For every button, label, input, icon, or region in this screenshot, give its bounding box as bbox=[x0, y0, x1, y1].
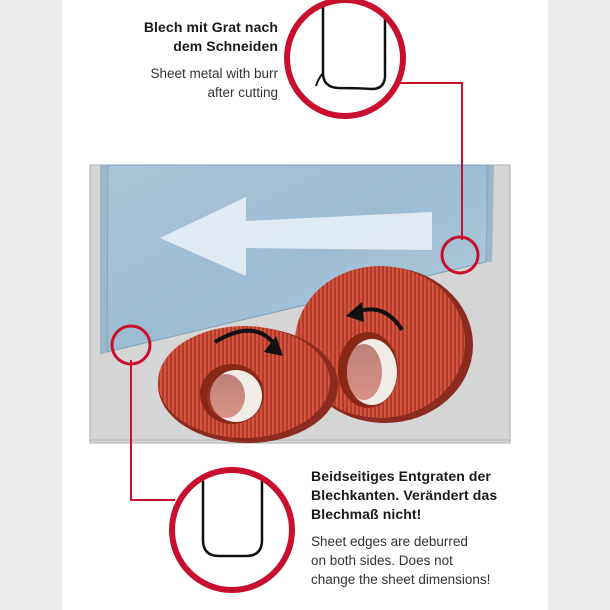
top-callout-text bbox=[96, 18, 278, 102]
bottom-text-line-1: Sheet edges are deburred bbox=[311, 534, 468, 549]
bottom-callout-text-en bbox=[311, 532, 551, 589]
bottom-title-line-3: Blechmaß nicht! bbox=[311, 506, 422, 522]
bottom-text-line-3: change the sheet dimensions! bbox=[311, 572, 491, 587]
top-text-line-1: Sheet metal with burr bbox=[150, 66, 278, 81]
top-title-line-1: Blech mit Grat nach bbox=[143, 19, 278, 35]
bottom-callout-text bbox=[311, 467, 551, 589]
top-callout-title-de bbox=[96, 18, 278, 56]
bottom-text-line-2: on both sides. Does not bbox=[311, 553, 453, 568]
bottom-title-line-1: Beidseitiges Entgraten der bbox=[311, 468, 491, 484]
magnifier-burr-edge bbox=[287, 0, 403, 116]
top-callout-text-en bbox=[96, 64, 278, 102]
top-title-line-2: dem Schneiden bbox=[173, 38, 278, 54]
magnifier-deburred-edge bbox=[172, 460, 292, 590]
bottom-title-line-2: Blechkanten. Verändert das bbox=[311, 487, 498, 503]
top-text-line-2: after cutting bbox=[207, 85, 278, 100]
bottom-callout-title-de bbox=[311, 467, 551, 524]
